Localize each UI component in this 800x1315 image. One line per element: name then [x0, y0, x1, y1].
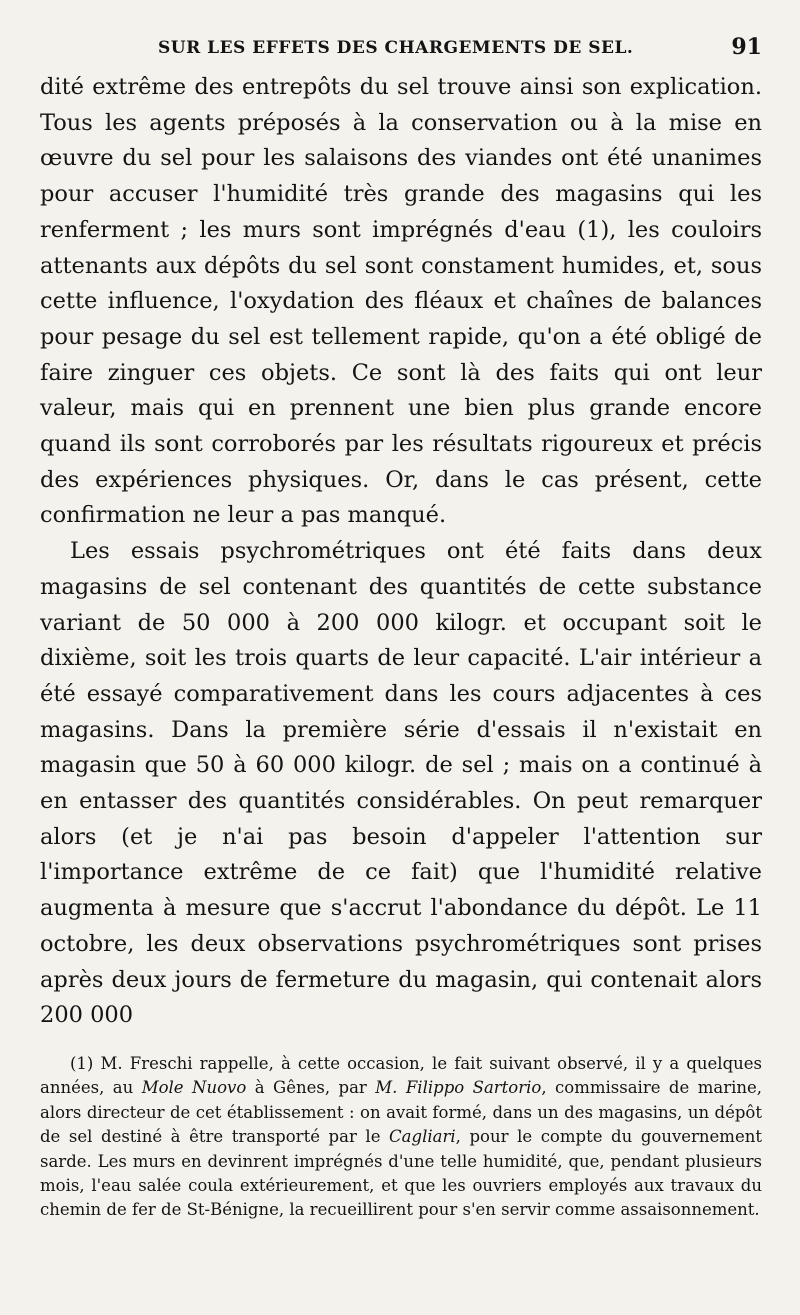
- footnote-text: (1) M. Freschi rappelle, à cette occasion, le fait suivant observé, il y a quelques années, au: [40, 1053, 762, 1098]
- footnote-italic-place: Mole Nuovo: [141, 1078, 247, 1098]
- page-header: [40, 30, 762, 70]
- book-page: [40, 30, 762, 1223]
- footnote-text: à Gênes, par: [246, 1078, 376, 1098]
- footnote-text: , pour le compte du gouvernement sarde. Les murs en devinrent imprégnés d'une telle humidité, que, pendant plusieurs mois, l'eau salée coula extérieurement, et que les ouvriers employés aux travaux du chemin de fer de St-Bénigne, la recueillirent pour s'en servir comme assaisonnement.: [40, 1127, 762, 1220]
- footnote-text: , commissaire de marine, alors directeur de cet établissement : on avait formé, dans un des magasins, un dépôt de sel destiné à être transporté par le: [40, 1078, 762, 1147]
- footnote-italic-person: M. Filippo Sartorio: [375, 1078, 542, 1098]
- footnote-italic-ship: Cagliari: [389, 1127, 456, 1147]
- body-text: [40, 70, 762, 1034]
- footnote: [40, 1052, 762, 1223]
- paragraph: dité extrême des entrepôts du sel trouve ainsi son explication. Tous les agents préposés à la conservation ou à la mise en œuvre du sel pour les salaisons des viandes ont été unanimes pour accuser l'humidité très grande des magasins qui les renferment ; les murs sont imprégnés d'eau (1), les couloirs attenants aux dépôts du sel sont constament humides, et, sous cette influence, l'oxydation des fléaux et chaînes de balances pour pesage du sel est tellement rapide, qu'on a été obligé de faire zinguer ces objets. Ce sont là des faits qui ont leur valeur, mais qui en prennent une bien plus grande encore quand ils sont corroborés par les résultats rigoureux et précis des expériences physiques. Or, dans le cas présent, cette confirmation ne leur a pas manqué.: [40, 74, 762, 529]
- paragraph: Les essais psychrométriques ont été faits dans deux magasins de sel contenant des quantités de cette substance variant de 50 000 à 200 000 kilogr. et occupant soit le dixième, soit les trois quarts de leur capacité. L'air intérieur a été essayé comparativement dans les cours adjacentes à ces magasins. Dans la première série d'essais il n'existait en magasin que 50 à 60 000 kilogr. de sel ; mais on a continué à en entasser des quantités considérables. On peut remarquer alors (et je n'ai pas besoin d'appeler l'attention sur l'importance extrême de ce fait) que l'humidité relative augmenta à mesure que s'accrut l'abondance du dépôt. Le 11 octobre, les deux observations psychrométriques sont prises après deux jours de fermeture du magasin, qui contenait alors 200 000: [40, 538, 762, 1029]
- page-number: 91: [731, 34, 762, 60]
- running-head: SUR LES EFFETS DES CHARGEMENTS DE SEL.: [158, 38, 634, 58]
- footnote-separator: [40, 1034, 762, 1052]
